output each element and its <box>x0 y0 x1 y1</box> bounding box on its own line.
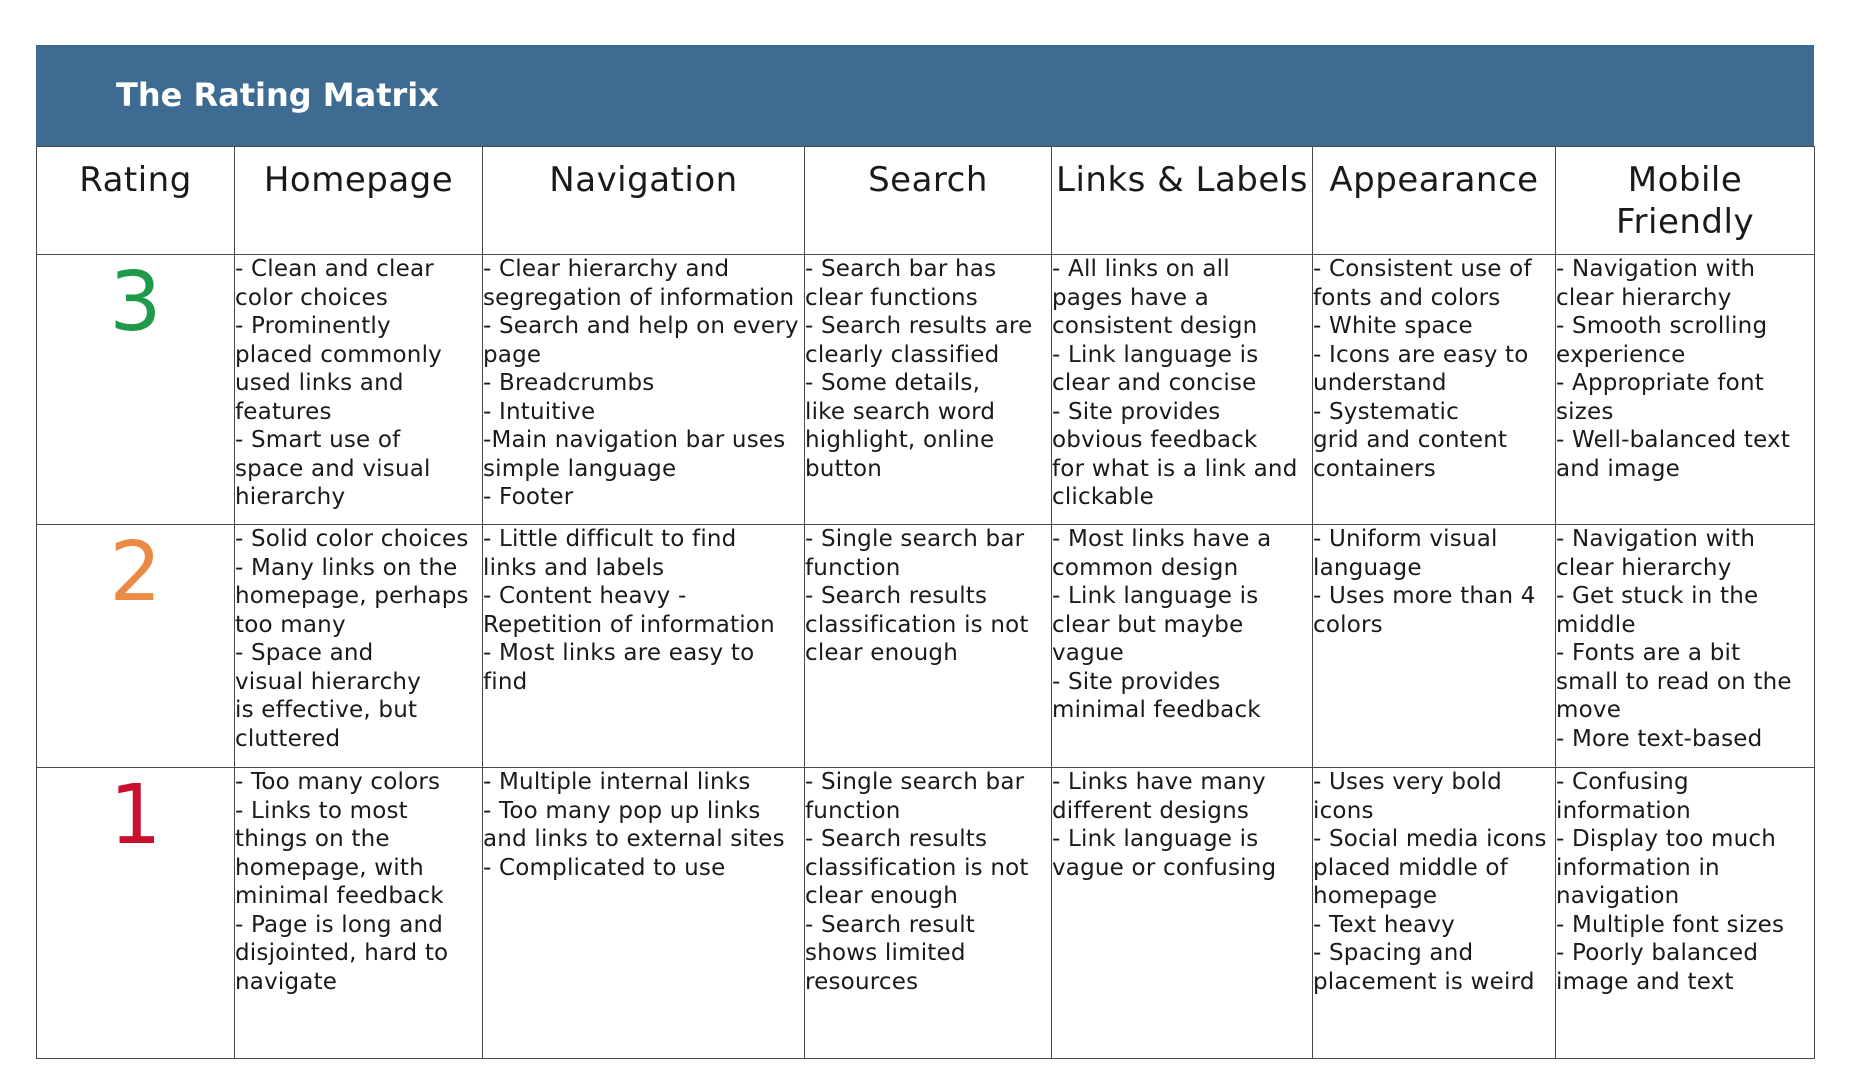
criteria-line: clear hierarchy <box>1556 284 1732 311</box>
criteria-line: resources <box>805 968 919 995</box>
criteria-line: experience <box>1556 341 1686 368</box>
criteria-line: - Spacing and <box>1313 940 1474 966</box>
criteria-line: hierarchy <box>235 484 346 510</box>
cell-search <box>805 768 1052 1059</box>
criteria-line: colors <box>1313 611 1383 638</box>
criteria-line: vague or confusing <box>1052 854 1277 881</box>
criteria-line: homepage <box>1313 883 1438 909</box>
criteria-line: - Site provides <box>1052 668 1221 695</box>
criteria-line: containers <box>1313 455 1436 482</box>
criteria-line: find <box>483 668 528 695</box>
criteria-line: -Main navigation bar uses <box>483 427 786 453</box>
criteria-line: placed commonly <box>235 341 442 368</box>
criteria-line: function <box>805 797 901 824</box>
criteria-line: clear enough <box>805 883 959 909</box>
cell-appearance <box>1313 768 1556 1059</box>
criteria-line: consistent design <box>1052 313 1258 339</box>
criteria-line: - Multiple internal links <box>483 769 751 795</box>
criteria-line: and links to external sites <box>483 826 785 852</box>
criteria-line: information in <box>1556 854 1720 881</box>
criteria-line: clear functions <box>805 284 978 311</box>
criteria-line: placement is weird <box>1313 968 1535 995</box>
criteria-line: - Text heavy <box>1313 911 1455 938</box>
criteria-line: - Some details, <box>805 370 981 396</box>
criteria-line: - Poorly balanced <box>1556 940 1759 966</box>
criteria-line: - Breadcrumbs <box>483 370 655 396</box>
cell-search <box>805 255 1052 525</box>
criteria-line: shows limited <box>805 940 966 966</box>
criteria-line: clear but maybe <box>1052 611 1244 638</box>
criteria-line: - Smart use of <box>235 427 401 453</box>
criteria-line: small to read on the <box>1556 668 1792 695</box>
cell-appearance <box>1313 255 1556 525</box>
criteria-line: Repetition of information <box>483 611 775 638</box>
criteria-line: - Appropriate font <box>1556 370 1764 396</box>
criteria-line: vague <box>1052 640 1125 666</box>
criteria-line: icons <box>1313 797 1374 824</box>
criteria-line: - Navigation with <box>1556 526 1756 552</box>
criteria-line: minimal feedback <box>1052 697 1261 723</box>
criteria-line: simple language <box>483 455 677 482</box>
criteria-line: - Most links are easy to <box>483 640 755 666</box>
criteria-line: different designs <box>1052 797 1250 824</box>
criteria-line: - Links to most <box>235 797 408 824</box>
criteria-line: - All links on all <box>1052 256 1230 282</box>
criteria-line: homepage, with <box>235 854 424 881</box>
criteria-line: - Multiple font sizes <box>1556 911 1785 938</box>
title-banner <box>36 45 1814 146</box>
column-header-appearance: Appearance <box>1313 147 1556 255</box>
cell-appearance <box>1313 525 1556 768</box>
criteria-line: - Search result <box>805 911 976 938</box>
criteria-line: is effective, but <box>235 697 418 723</box>
criteria-line: - Clean and clear <box>235 256 434 282</box>
criteria-line: features <box>235 398 332 425</box>
criteria-line: understand <box>1313 370 1447 396</box>
criteria-line: - Content heavy - <box>483 583 687 609</box>
rating-row-2 <box>37 525 1815 768</box>
criteria-line: - Solid color choices <box>235 526 469 552</box>
criteria-line: like search word <box>805 398 996 425</box>
cell-search <box>805 525 1052 768</box>
criteria-line: - Social media icons <box>1313 826 1547 852</box>
cell-homepage <box>235 768 483 1059</box>
criteria-line: - Search results <box>805 583 988 609</box>
criteria-line: clearly classified <box>805 341 1000 368</box>
criteria-line: - Site provides <box>1052 398 1221 425</box>
criteria-line: - Fonts are a bit <box>1556 640 1741 666</box>
criteria-line: clickable <box>1052 484 1155 510</box>
criteria-line: - Many links on the <box>235 554 458 581</box>
criteria-line: clear enough <box>805 640 959 666</box>
cell-links-labels <box>1052 255 1313 525</box>
criteria-line: - White space <box>1313 313 1473 339</box>
criteria-line: - Get stuck in the <box>1556 583 1759 609</box>
criteria-line: - Page is long and <box>235 911 444 938</box>
criteria-line: - Space and <box>235 640 374 666</box>
criteria-line: used links and <box>235 370 404 396</box>
criteria-line: - Navigation with <box>1556 256 1756 282</box>
criteria-line: - More text-based <box>1556 725 1763 752</box>
criteria-line: clear hierarchy <box>1556 554 1732 581</box>
cell-links-labels <box>1052 525 1313 768</box>
criteria-line: - Uses very bold <box>1313 769 1502 795</box>
criteria-line: - Little difficult to find <box>483 526 737 552</box>
criteria-line: - Search results <box>805 826 988 852</box>
criteria-line: fonts and colors <box>1313 284 1501 311</box>
cell-navigation <box>483 768 805 1059</box>
criteria-line: - Search results are <box>805 313 1033 339</box>
criteria-line: sizes <box>1556 398 1614 425</box>
criteria-line: - Smooth scrolling <box>1556 313 1768 339</box>
criteria-line: links and labels <box>483 554 665 581</box>
criteria-line: common design <box>1052 554 1239 581</box>
criteria-line: highlight, online <box>805 427 995 453</box>
criteria-line: and image <box>1556 455 1681 482</box>
criteria-line: - Uses more than 4 <box>1313 583 1536 609</box>
criteria-line: pages have a <box>1052 284 1209 311</box>
criteria-line: segregation of information <box>483 284 795 311</box>
column-header-mobile-line-2: Friendly <box>1615 202 1755 242</box>
criteria-line: - Prominently <box>235 313 391 339</box>
rating-value: 1 <box>37 768 235 1059</box>
criteria-line: visual hierarchy <box>235 668 422 695</box>
criteria-line: - Link language is <box>1052 341 1259 368</box>
rating-row-1 <box>37 768 1815 1059</box>
criteria-line: navigate <box>235 968 338 995</box>
criteria-line: space and visual <box>235 455 431 482</box>
criteria-line: classification is not <box>805 611 1029 638</box>
criteria-line: - Display too much <box>1556 826 1776 852</box>
criteria-line: function <box>805 554 901 581</box>
header-row <box>37 147 1815 255</box>
criteria-line: too many <box>235 611 346 638</box>
criteria-line: disjointed, hard to <box>235 940 449 966</box>
criteria-line: - Uniform visual <box>1313 526 1498 552</box>
cell-navigation <box>483 255 805 525</box>
criteria-line: move <box>1556 697 1622 723</box>
criteria-line: - Clear hierarchy and <box>483 256 730 282</box>
column-header-rating: Rating <box>37 147 235 255</box>
criteria-line: - Well-balanced text <box>1556 427 1791 453</box>
column-header-homepage: Homepage <box>235 147 483 255</box>
cell-links-labels <box>1052 768 1313 1059</box>
criteria-line: - Links have many <box>1052 769 1266 795</box>
criteria-line: things on the <box>235 826 390 852</box>
criteria-line: color choices <box>235 284 389 311</box>
criteria-line: information <box>1556 797 1691 824</box>
criteria-line: - Most links have a <box>1052 526 1272 552</box>
column-header-search: Search <box>805 147 1052 255</box>
criteria-line: - Link language is <box>1052 583 1259 609</box>
cell-homepage <box>235 525 483 768</box>
criteria-line: - Confusing <box>1556 769 1689 795</box>
rating-row-3 <box>37 255 1815 525</box>
criteria-line: grid and content <box>1313 427 1508 453</box>
criteria-line: - Search bar has <box>805 256 997 282</box>
column-header-links-labels: Links & Labels <box>1052 147 1313 255</box>
criteria-line: - Systematic <box>1313 398 1459 425</box>
criteria-line: - Intuitive <box>483 398 596 425</box>
rating-value: 3 <box>37 255 235 525</box>
page-title: The Rating Matrix <box>116 76 439 114</box>
criteria-line: - Complicated to use <box>483 854 726 881</box>
cell-mobile-friendly <box>1556 525 1815 768</box>
criteria-line: image and text <box>1556 968 1734 995</box>
rating-matrix-table <box>36 146 1815 1059</box>
criteria-line: - Footer <box>483 484 574 510</box>
criteria-line: minimal feedback <box>235 883 444 909</box>
criteria-line: page <box>483 341 542 368</box>
criteria-line: - Too many colors <box>235 769 441 795</box>
rating-value: 2 <box>37 525 235 768</box>
criteria-line: button <box>805 455 883 482</box>
column-header-mobile-line-1: Mobile <box>1627 160 1743 200</box>
column-header-mobile-friendly <box>1556 147 1815 255</box>
column-header-navigation: Navigation <box>483 147 805 255</box>
criteria-line: - Link language is <box>1052 826 1259 852</box>
criteria-line: obvious feedback <box>1052 427 1258 453</box>
criteria-line: cluttered <box>235 725 341 752</box>
cell-mobile-friendly <box>1556 255 1815 525</box>
criteria-line: - Single search bar <box>805 769 1025 795</box>
cell-homepage <box>235 255 483 525</box>
criteria-line: middle <box>1556 611 1636 638</box>
criteria-line: - Search and help on every <box>483 313 799 339</box>
criteria-line: for what is a link and <box>1052 455 1298 482</box>
criteria-line: classification is not <box>805 854 1029 881</box>
cell-navigation <box>483 525 805 768</box>
criteria-line: navigation <box>1556 883 1680 909</box>
criteria-line: - Icons are easy to <box>1313 341 1529 368</box>
criteria-line: placed middle of <box>1313 854 1509 881</box>
criteria-line: - Too many pop up links <box>483 797 761 824</box>
cell-mobile-friendly <box>1556 768 1815 1059</box>
criteria-line: clear and concise <box>1052 370 1257 396</box>
criteria-line: homepage, perhaps <box>235 583 469 609</box>
criteria-line: - Single search bar <box>805 526 1025 552</box>
criteria-line: language <box>1313 554 1422 581</box>
criteria-line: - Consistent use of <box>1313 256 1532 282</box>
